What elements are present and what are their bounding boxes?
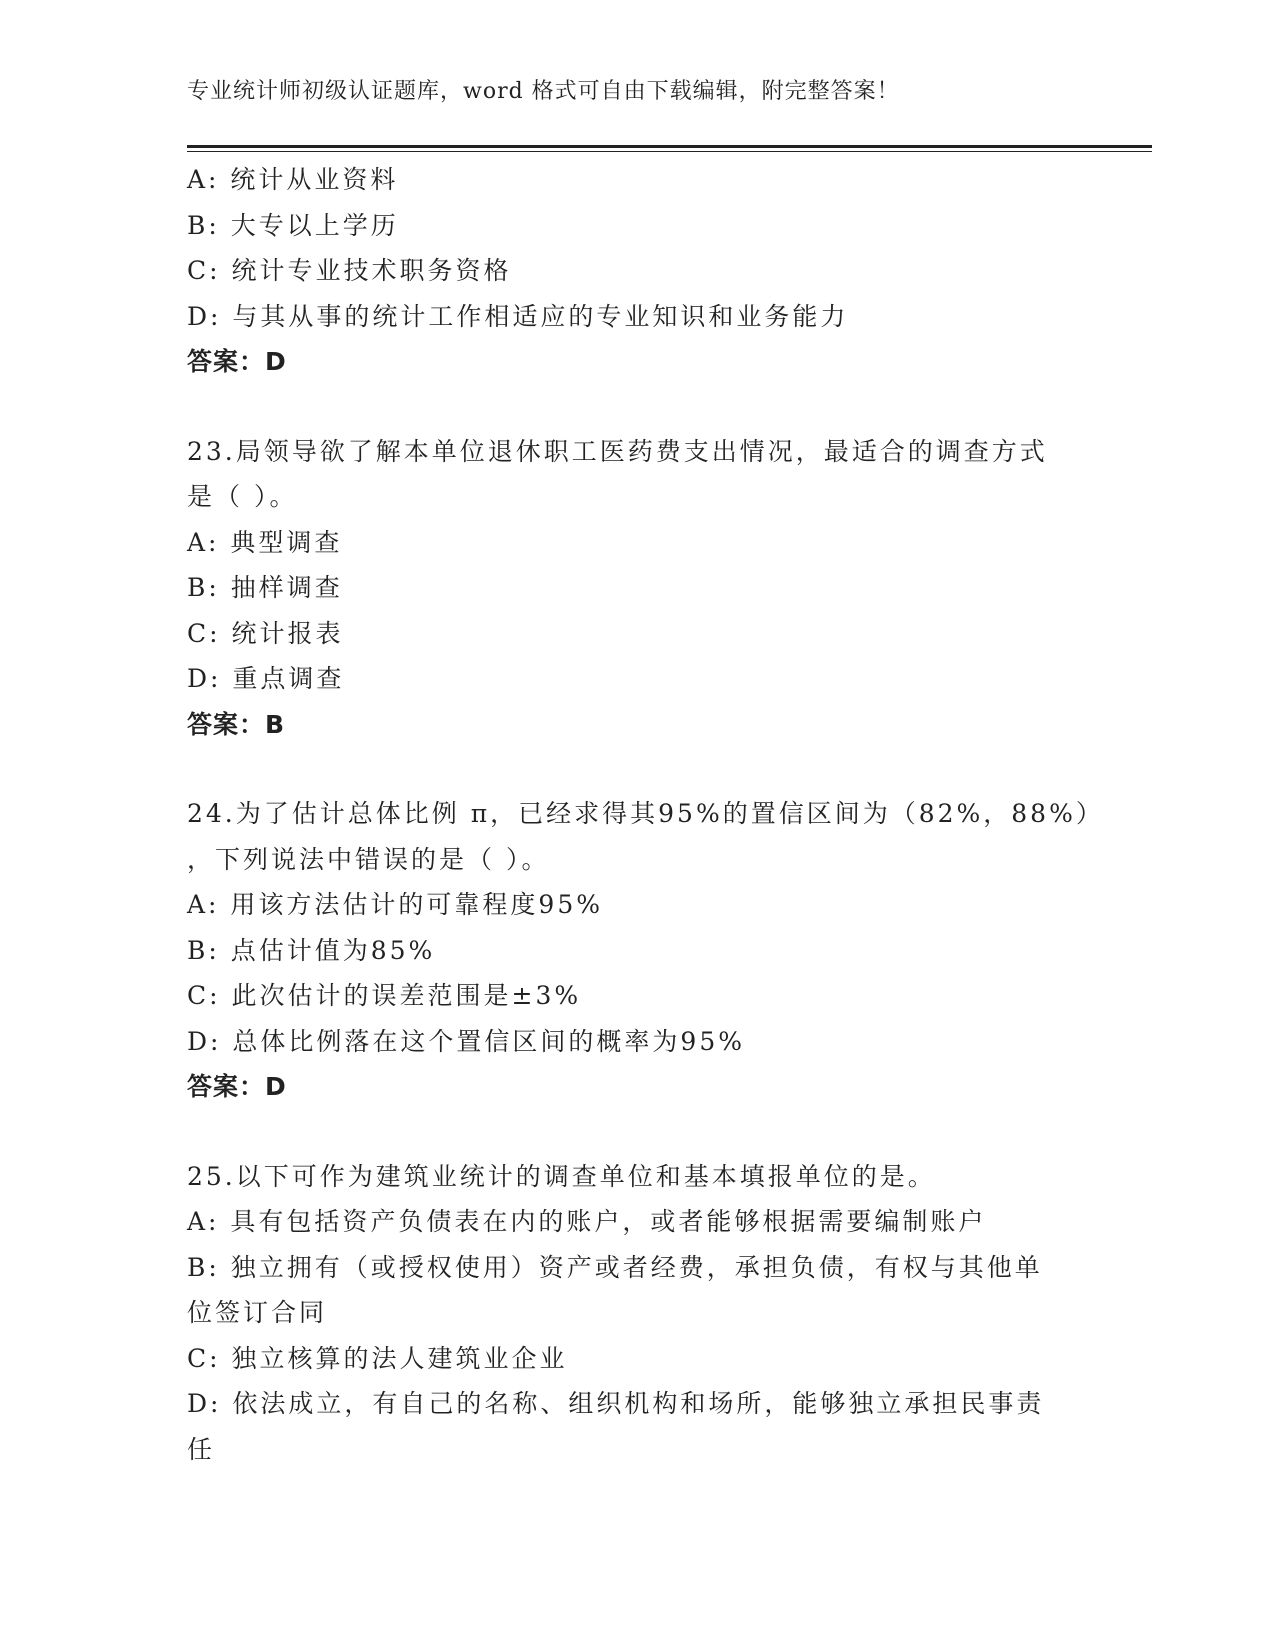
answer: 答案：B [187,709,286,739]
question-block-25 [187,1154,1077,1473]
question-content [187,157,1104,1472]
question-stem: 25.以下可作为建筑业统计的调查单位和基本填报单位的是。 [187,1161,936,1191]
option-c: C: 统计专业技术职务资格 [187,256,512,285]
option-d: D: 总体比例落在这个置信区间的概率为95% [187,1026,745,1056]
header-rule-thick [187,145,1152,148]
option-d: D: 与其从事的统计工作相适应的专业知识和业务能力 [187,301,849,331]
answer: 答案：D [187,347,287,376]
option-b: B: 点估计值为85% [187,935,436,965]
option-c: C: 此次估计的误差范围是±3% [187,981,582,1010]
option-a: A: 统计从业资料 [187,165,399,194]
option-b: B: 大专以上学历 [187,210,399,240]
question-block-23 [187,429,1077,748]
option-c: C: 统计报表 [187,618,344,648]
question-stem: 24.为了估计总体比例 π，已经求得其95%的置信区间为（82%，88%） [187,799,1104,828]
page-header: 专业统计师初级认证题库，word 格式可自由下载编辑，附完整答案！ [187,79,900,104]
question-block-22 [187,157,1077,385]
option-a: A: 典型调查 [187,527,343,557]
option-d: D: 重点调查 [187,664,345,693]
question-stem-cont: ，下列说法中错误的是（ ）。 [187,844,550,874]
question-stem-cont: 是（ ）。 [187,482,298,511]
option-d: D: 依法成立，有自己的名称、组织机构和场所，能够独立承担民事责 [187,1389,1045,1418]
header-rule-thin [187,151,1152,152]
option-d-cont: 任 [187,1434,216,1464]
option-b: B: 独立拥有（或授权使用）资产或者经费，承担负债，有权与其他单 [187,1252,1043,1282]
option-a: A: 用该方法估计的可靠程度95% [187,890,603,919]
answer: 答案：D [187,1072,287,1101]
option-b-cont: 位签订合同 [187,1298,328,1327]
option-b: B: 抽样调查 [187,573,343,602]
question-block-24 [187,791,1104,1110]
option-c: C: 独立核算的法人建筑业企业 [187,1343,568,1373]
option-a: A: 具有包括资产负债表在内的账户，或者能够根据需要编制账户 [187,1207,987,1236]
question-stem: 23.局领导欲了解本单位退休职工医药费支出情况，最适合的调查方式 [187,436,1048,466]
